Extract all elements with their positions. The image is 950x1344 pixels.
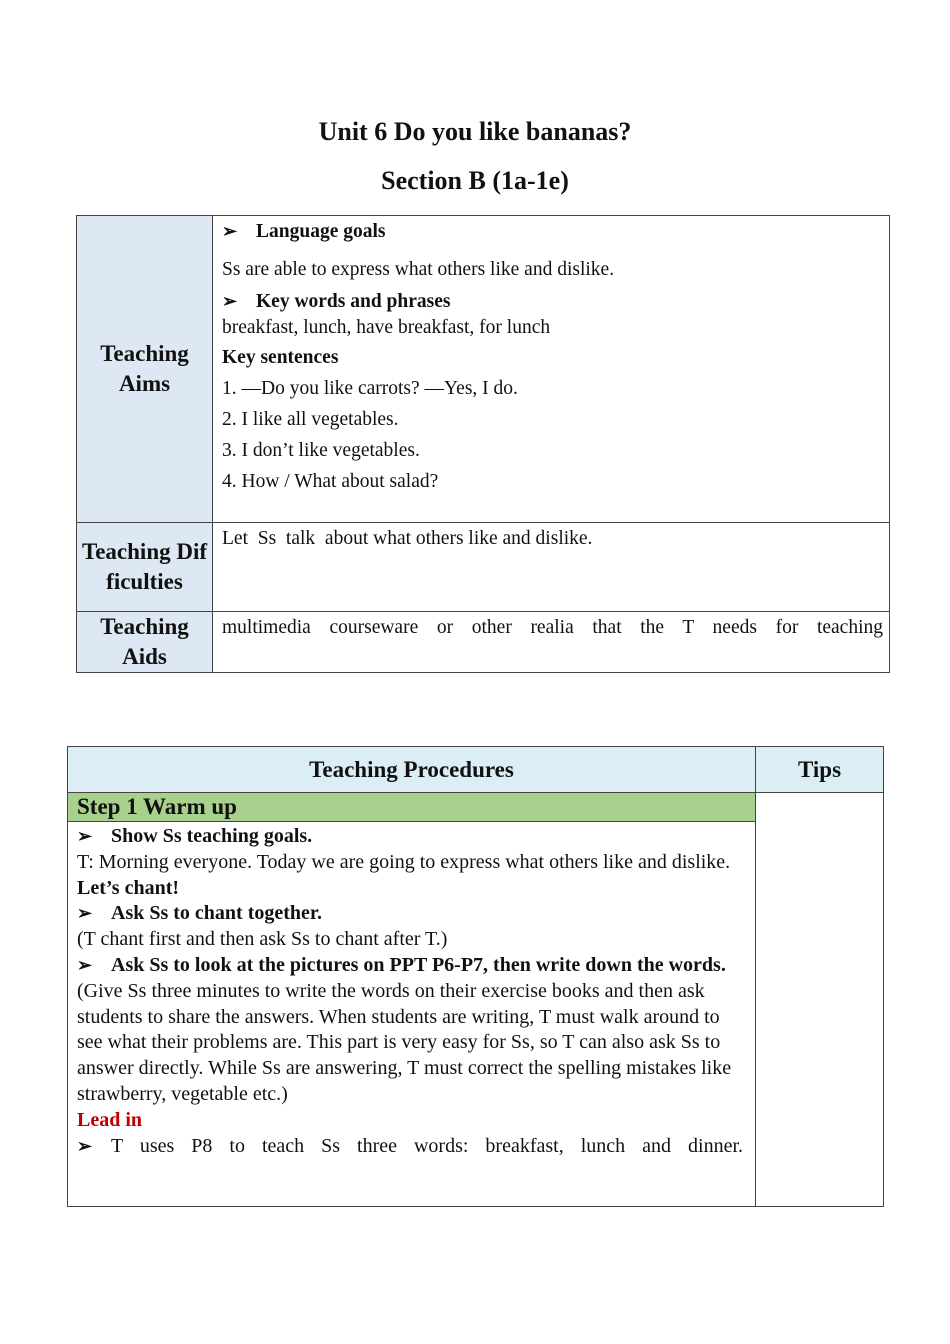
arrow-bullet-icon: ➢ (77, 1135, 93, 1156)
write-words-note: (Give Ss three minutes to write the words on their exercise books and then ask students to share the answers. When students are writing, T must walk around to see what their problems are. This part is very easy for Ss, so T can also ask Ss to answer directly. While Ss are answering, T must correct the spelling mistakes like strawberry, vegetable etc.) (77, 979, 732, 1105)
teaching-aims-table (76, 215, 890, 673)
arrow-bullet-icon: ➢ (222, 291, 238, 311)
key-words-heading: ➢ Key words and phrases (222, 287, 883, 316)
arrow-bullet-icon: ➢ (77, 903, 93, 924)
step1-content (68, 822, 756, 1207)
teaching-procedures-table (67, 746, 884, 1207)
bullet-show-goals: ➢ Show Ss teaching goals. (77, 824, 743, 850)
teaching-difficulties-row (77, 523, 890, 612)
sentence-3: 3. I don’t like vegetables. (222, 440, 420, 461)
morning-text: T: Morning everyone. Today we are going to express what others like and dislike. (77, 850, 731, 873)
procedures-header-row (68, 747, 884, 793)
procedures-header: Teaching Procedures (68, 747, 756, 793)
sentence-4: 4. How / What about salad? (222, 471, 439, 492)
language-goals-text: Ss are able to express what others like and dislike. (222, 259, 615, 280)
chant-note: (T chant first and then ask Ss to chant after T.) (77, 928, 448, 951)
teaching-difficulties-label: Teaching Difficulties (77, 523, 213, 612)
teaching-aims-content (213, 216, 890, 523)
language-goals-heading: ➢ Language goals (222, 216, 883, 247)
teaching-aims-label: Teaching Aims (77, 216, 213, 523)
page-title: Unit 6 Do you like bananas? (318, 117, 632, 146)
teaching-aims-row (77, 216, 890, 523)
tips-header: Tips (756, 747, 884, 793)
key-words-text: breakfast, lunch, have breakfast, for lunch (222, 317, 551, 338)
tips-cell (756, 793, 884, 1207)
teaching-aids-label: Teaching Aids (77, 612, 213, 673)
key-sentences-heading: Key sentences (222, 347, 339, 368)
step1-title: Step 1 Warm up (68, 793, 756, 822)
lead-in-heading: Lead in (77, 1108, 143, 1131)
teaching-aids-content: multimedia courseware or other realia that the T needs for teaching (213, 612, 890, 673)
arrow-bullet-icon: ➢ (222, 221, 238, 241)
bullet-chant: ➢ Ask Ss to chant together. (77, 901, 743, 927)
bullet-look-pictures: ➢ Ask Ss to look at the pictures on PPT P6-P7, then write down the words. (77, 953, 743, 979)
sentence-2: 2. I like all vegetables. (222, 409, 399, 430)
chant-heading: Let’s chant! (77, 876, 180, 899)
arrow-bullet-icon: ➢ (77, 826, 93, 846)
teaching-aids-row (77, 612, 890, 673)
arrow-bullet-icon: ➢ (77, 954, 93, 975)
bullet-teach-words: ➢ T uses P8 to teach Ss three words: breakfast, lunch and dinner. (77, 1134, 743, 1160)
page-subtitle: Section B (1a-1e) (381, 166, 569, 195)
teaching-difficulties-content: Let Ss talk about what others like and dislike. (213, 523, 890, 612)
sentence-1: 1. —Do you like carrots? —Yes, I do. (222, 378, 518, 399)
step1-title-row (68, 793, 884, 822)
